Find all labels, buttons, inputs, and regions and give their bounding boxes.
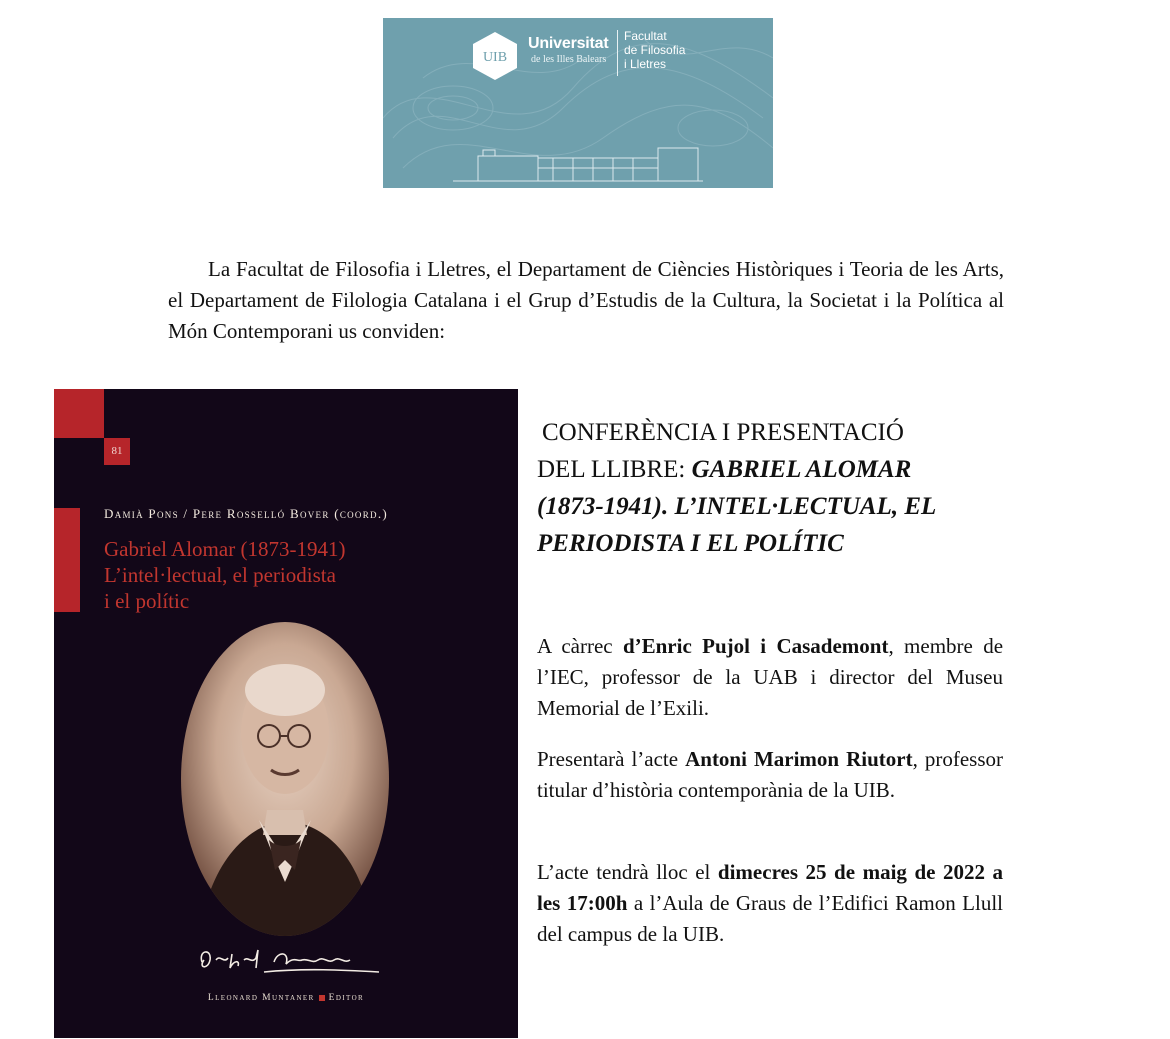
uib-logo-icon bbox=[469, 30, 521, 82]
event-title-line: PERIODISTA I EL POLÍTIC bbox=[537, 530, 844, 557]
speaker-paragraph bbox=[537, 631, 1003, 724]
invitation-intro: La Facultat de Filosofia i Lletres, el Departament de Ciències Històriques i Teoria de les Arts, el Departament de Filologia Catalana i el Grup d’Estudis de la Cultura, la Societat i la Política al Món Contemporani us conviden: bbox=[168, 257, 1004, 343]
book-title bbox=[104, 536, 494, 614]
university-subtitle: de les Illes Balears bbox=[531, 54, 607, 65]
text-segment: L’acte tendrà lloc el bbox=[537, 860, 718, 884]
logo-text: UIB bbox=[482, 50, 508, 65]
publisher-imprint bbox=[54, 993, 518, 1003]
event-title-line: (1873-1941). L’INTEL·LECTUAL, EL bbox=[537, 493, 937, 520]
publisher-name: Lleonard Muntaner bbox=[207, 993, 315, 1003]
faculty-line: i Lletres bbox=[624, 57, 667, 71]
book-title-line: i el polític bbox=[104, 589, 190, 613]
event-title-line bbox=[537, 451, 997, 488]
event-title-line: CONFERÈNCIA I PRESENTACIÓ bbox=[542, 419, 904, 446]
cover-red-bar bbox=[54, 508, 80, 612]
text-segment: , professor titular d’història contemporània de la UIB. bbox=[537, 747, 1003, 802]
series-number: 81 bbox=[104, 438, 130, 465]
faculty-line: de Filosofia bbox=[624, 43, 686, 57]
text-segment: Presentarà l’acte bbox=[537, 747, 686, 771]
faculty-line: Facultat bbox=[624, 29, 667, 43]
event-datetime: dimecres 25 de maig de 2022 a les 17:00h bbox=[537, 860, 1003, 915]
text-segment: A càrrec bbox=[537, 634, 623, 658]
book-cover bbox=[54, 389, 518, 1038]
event-title bbox=[537, 414, 997, 562]
book-title-line: Gabriel Alomar (1873-1941) bbox=[104, 537, 346, 561]
venue-paragraph bbox=[537, 857, 1003, 950]
event-title-plain: DEL LLIBRE: bbox=[537, 456, 692, 483]
publisher-editor: Editor bbox=[328, 993, 365, 1003]
cover-red-square bbox=[54, 389, 104, 438]
banner-divider bbox=[617, 30, 618, 76]
book-title-line: L’intel·lectual, el periodista bbox=[104, 563, 336, 587]
portrait-photo bbox=[179, 620, 391, 938]
speaker-name: d’Enric Pujol i Casademont bbox=[622, 634, 889, 658]
faculty-name bbox=[624, 29, 734, 71]
text-segment: , membre de l’IEC, professor de la UAB i director del Museu Memorial de l’Exili. bbox=[537, 634, 1004, 720]
book-authors: Damià Pons / Pere Rosselló Bover (coord.) bbox=[104, 506, 389, 521]
publisher-square-icon bbox=[319, 995, 325, 1001]
presenter-paragraph bbox=[537, 744, 1003, 806]
header-banner bbox=[383, 18, 773, 188]
author-signature bbox=[194, 942, 384, 982]
presenter-name: Antoni Marimon Riutort bbox=[685, 747, 913, 771]
text-segment: a l’Aula de Graus de l’Edifici Ramon Llull del campus de la UIB. bbox=[537, 891, 1003, 946]
event-title-book: GABRIEL ALOMAR bbox=[691, 456, 912, 483]
university-name: Universitat bbox=[528, 35, 609, 52]
